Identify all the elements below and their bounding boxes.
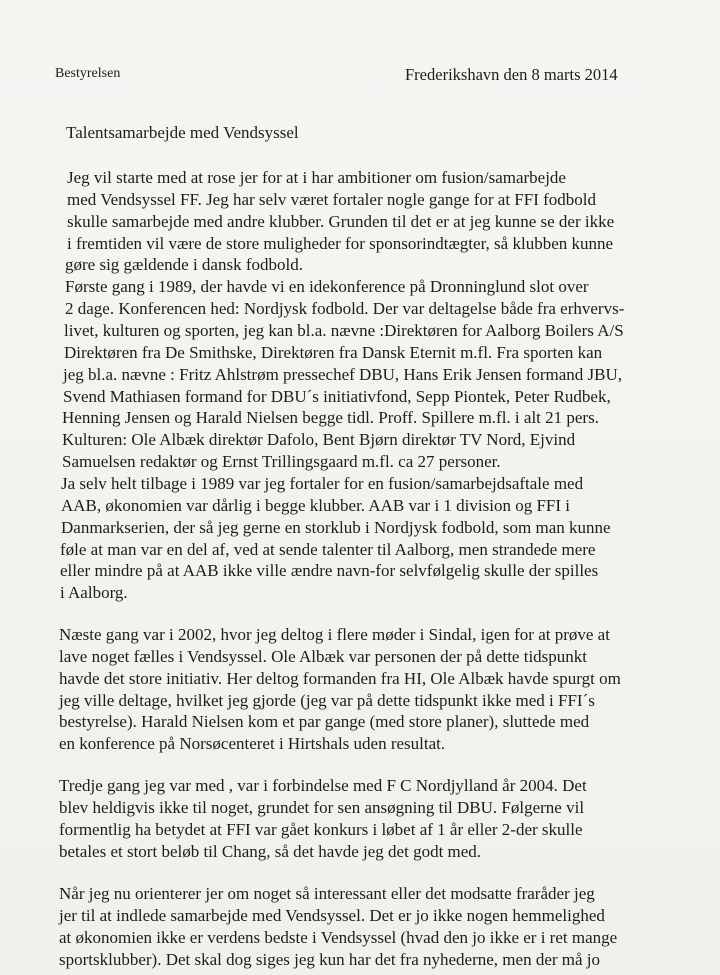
body-line: med Vendsyssel FF. Jeg har selv været fortaler nogle gange for at FFI fodbold xyxy=(67,190,597,209)
body-line: betales et stort beløb til Chang, så det havde jeg det godt med. xyxy=(59,842,482,861)
body-line: livet, kulturen og sporten, jeg kan bl.a. nævne :Direktøren for Aalborg Boilers A/S xyxy=(64,321,624,340)
body-line: Næste gang var i 2002, hvor jeg deltog i flere møder i Sindal, igen for at prøve at xyxy=(59,625,610,644)
body-line: i fremtiden vil være de store muligheder for sponsorindtægter, så klubben kunne xyxy=(67,234,614,253)
body-line: at økonomien ikke er verdens bedste i Vendsyssel (hvad den jo ikke er i ret mange xyxy=(59,928,618,947)
body-line: blev heldigvis ikke til noget, grundet for sen ansøgning til DBU. Følgerne vil xyxy=(59,798,585,817)
body-line: jeg ville deltage, hvilket jeg gjorde (jeg var på dette tidspunkt ikke med i FFI´s xyxy=(59,691,595,710)
body-line: Samuelsen redaktør og Ernst Trillingsgaard m.fl. ca 27 personer. xyxy=(62,452,501,471)
body-line: Danmarkserien, der så jeg gerne en storklub i Nordjysk fodbold, som man kunne xyxy=(61,518,611,537)
body-line: jeg bl.a. nævne : Fritz Ahlstrøm pressechef DBU, Hans Erik Jensen formand JBU, xyxy=(63,365,623,384)
body-line: jer til at indlede samarbejde med Vendsyssel. Det er jo ikke nogen hemmelighed xyxy=(59,906,605,925)
body-line: en konference på Norsøcenteret i Hirtshals uden resultat. xyxy=(59,734,446,753)
body-line: skulle samarbejde med andre klubber. Grunden til det er at jeg kunne se der ikke xyxy=(67,212,615,231)
body-line: Svend Mathiasen formand for DBU´s initiativfond, Sepp Piontek, Peter Rudbek, xyxy=(63,387,611,406)
body-line: Jeg vil starte med at rose jer for at i har ambitioner om fusion/samarbejde xyxy=(67,168,566,187)
body-line: formentlig ha betydet at FFI var gået konkurs i løbet af 1 år eller 2-der skulle xyxy=(59,820,583,839)
body-line: Kulturen: Ole Albæk direktør Dafolo, Bent Bjørn direktør TV Nord, Ejvind xyxy=(62,430,576,449)
body-line: gøre sig gældende i dansk fodbold. xyxy=(65,255,303,274)
body-line: lave noget fælles i Vendsyssel. Ole Albæk var personen der på dette tidspunkt xyxy=(59,647,588,666)
body-line: eller mindre på at AAB ikke ville ændre navn-for selvfølgelig skulle der spilles xyxy=(60,561,599,580)
body-line: Direktøren fra De Smithske, Direktøren fra Dansk Eternit m.fl. Fra sporten kan xyxy=(64,343,603,362)
body-line: 2 dage. Konferencen hed: Nordjysk fodbold. Der var deltagelse både fra erhvervs- xyxy=(65,299,625,318)
body-line: Tredje gang jeg var med , var i forbindelse med F C Nordjylland år 2004. Det xyxy=(59,776,587,795)
sender-label: Bestyrelsen xyxy=(55,66,121,81)
body-line: Henning Jensen og Harald Nielsen begge tidl. Proff. Spillere m.fl. i alt 21 pers. xyxy=(62,408,599,427)
body-line: Ja selv helt tilbage i 1989 var jeg fortaler for en fusion/samarbejdsaftale med xyxy=(61,474,584,493)
body-line: havde det store initiativ. Her deltog formanden fra HI, Ole Albæk havde spurgt om xyxy=(59,669,621,688)
body-line: føle at man var en del af, ved at sende talenter til Aalborg, men strandede mere xyxy=(60,540,596,559)
body-line: bestyrelse). Harald Nielsen kom et par gange (med store planer), sluttede med xyxy=(59,712,590,731)
body-line: Når jeg nu orienterer jer om noget så interessant eller det modsatte fraråder jeg xyxy=(59,884,595,903)
body-line: i Aalborg. xyxy=(60,583,128,602)
letter-title: Talentsamarbejde med Vendsyssel xyxy=(66,123,299,142)
body-line: AAB, økonomien var dårlig i begge klubber. AAB var i 1 division og FFI i xyxy=(61,496,571,515)
place-date: Frederikshavn den 8 marts 2014 xyxy=(405,65,618,84)
body-line: sportsklubber). Det skal dog siges jeg kun har det fra nyhederne, men der må jo xyxy=(59,950,601,969)
body-line: Første gang i 1989, der havde vi en idekonference på Dronninglund slot over xyxy=(65,277,589,296)
